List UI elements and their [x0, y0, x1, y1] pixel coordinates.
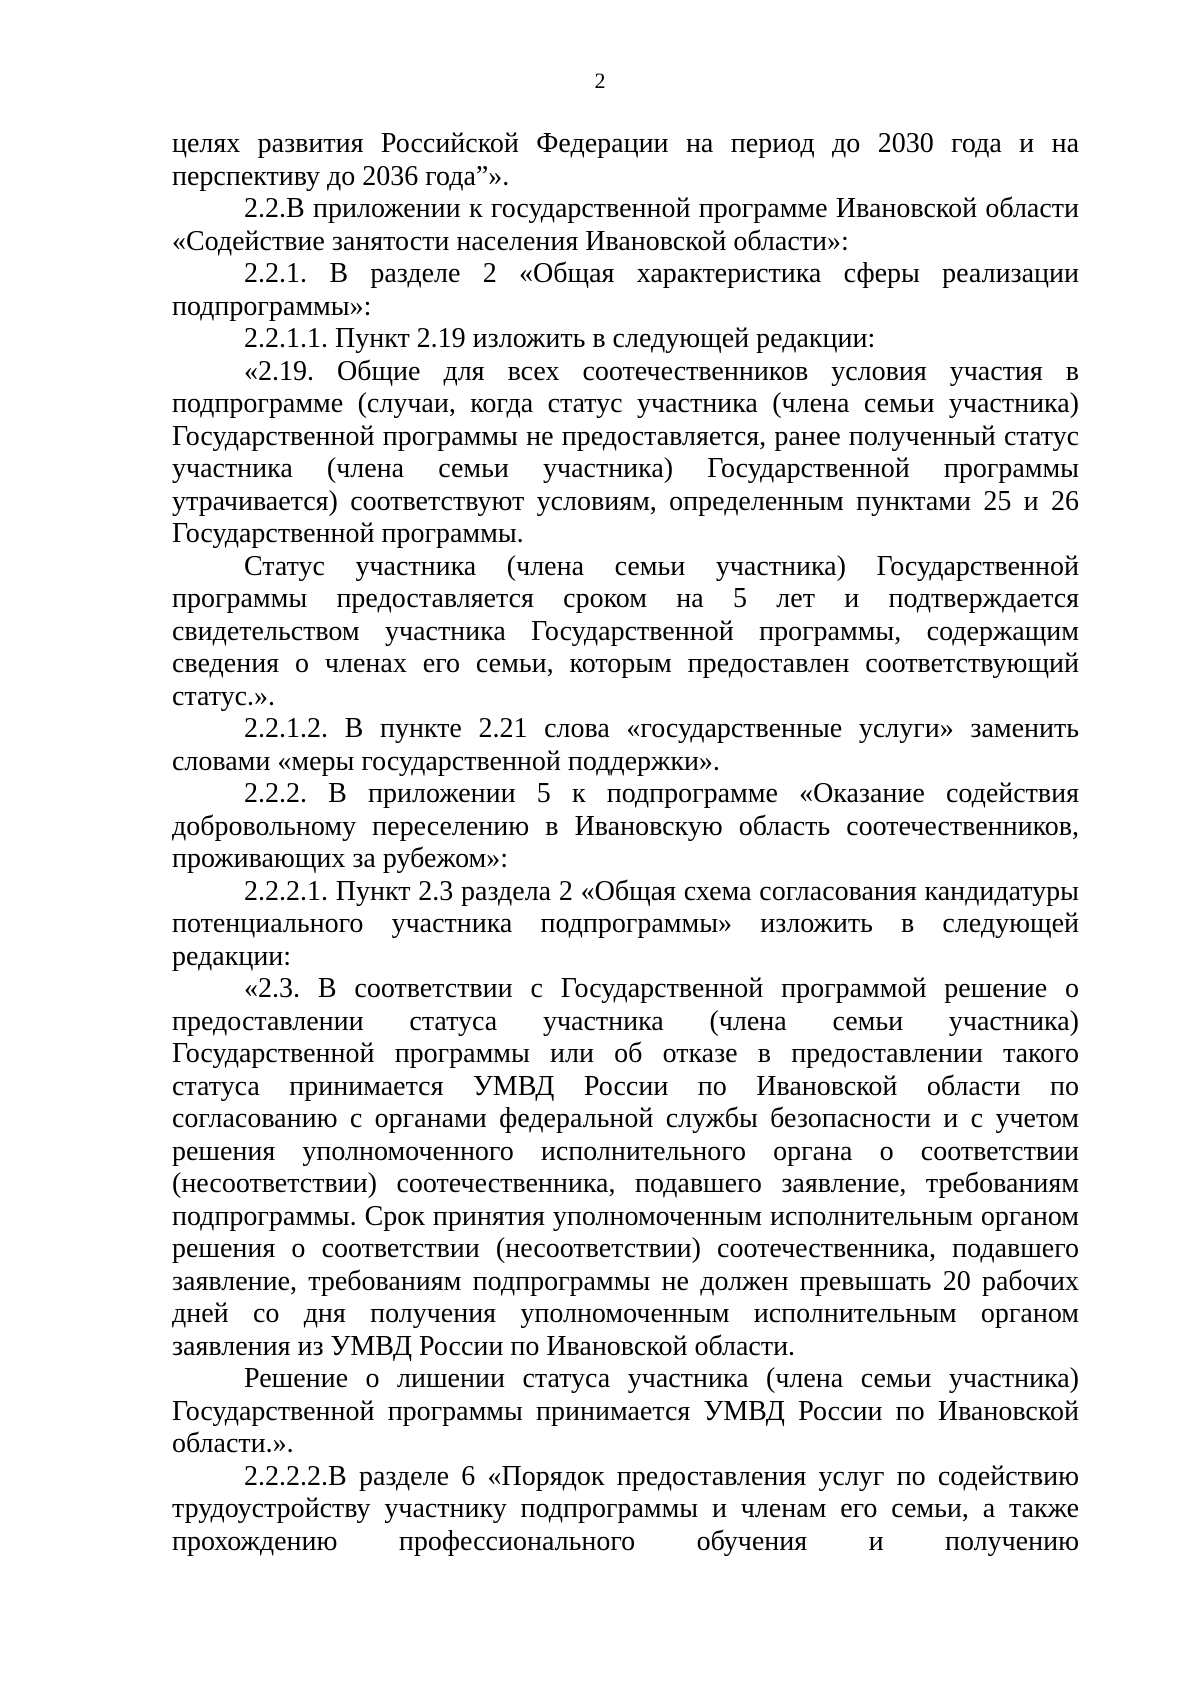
paragraph-status-term: Статус участника (члена семьи участника) Государственной программы предоставляется сроком на 5 лет и подтверждается свидетельством участника Государственной программы, содержащим сведения о членах его семьи, которым предоставлен соответствующий статус.». — [172, 550, 1079, 712]
paragraph-status-revocation: Решение о лишении статуса участника (члена семьи участника) Государственной программы принимается УМВД России по Ивановской области.». — [172, 1363, 1079, 1459]
paragraph-continuation: целях развития Российской Федерации на период до 2030 года и на перспективу до 2036 года”». — [172, 128, 1079, 192]
paragraph-2-2-2-1: 2.2.2.1. Пункт 2.3 раздела 2 «Общая схема согласования кандидатуры потенциального участника подпрограммы» изложить в следующей редакции: — [172, 875, 1079, 972]
paragraph-2-2-2: 2.2.2. В приложении 5 к подпрограмме «Оказание содействия добровольному переселению в Ивановскую область соотечественников, проживающих за рубежом»: — [172, 778, 1079, 874]
paragraph-quote-2-3: «2.3. В соответствии с Государственной программой решение о предоставлении статуса участника (члена семьи участника) Государственной программы или об отказе в предоставлении такого статуса принимается УМВД России по Ивановской области по согласованию с органами федеральной службы безопасности и с учетом решения уполномоченного исполнительного органа о соответствии (несоответствии) соотечественника, подавшего заявление, требованиям подпрограммы. Срок принятия уполномоченным исполнительным органом решения о соответствии (несоответствии) соотечественника, подавшего заявление, требованиям подпрограммы не должен превышать 20 рабочих дней со дня получения уполномоченным исполнительным органом заявления из УМВД России по Ивановской области. — [172, 973, 1079, 1362]
paragraph-2-2-2-2: 2.2.2.2.В разделе 6 «Порядок предоставления услуг по содействию трудоустройству участнику подпрограммы и членам его семьи, а также прохождению профессионального обучения и получению — [172, 1460, 1079, 1557]
page-number: 2 — [594, 68, 606, 93]
paragraph-quote-2-19: «2.19. Общие для всех соотечественников условия участия в подпрограмме (случаи, когда статус участника (члена семьи участника) Государственной программы не предоставляется, ранее полученный статус участника (члена семьи участника) Государственной программы утрачивается) соответствуют условиям, определенным пунктами 25 и 26 Государственной программы. — [172, 355, 1079, 549]
paragraph-2-2-1-2: 2.2.1.2. В пункте 2.21 слова «государственные услуги» заменить словами «меры государственной поддержки». — [172, 713, 1079, 777]
document-body — [172, 128, 1079, 1558]
paragraph-2-2-1: 2.2.1. В разделе 2 «Общая характеристика сферы реализации подпрограммы»: — [172, 258, 1079, 322]
paragraph-2-2-1-1: 2.2.1.1. Пункт 2.19 изложить в следующей редакции: — [244, 323, 876, 354]
paragraph-2-2: 2.2.В приложении к государственной программе Ивановской области «Содействие занятости населения Ивановской области»: — [172, 193, 1079, 257]
